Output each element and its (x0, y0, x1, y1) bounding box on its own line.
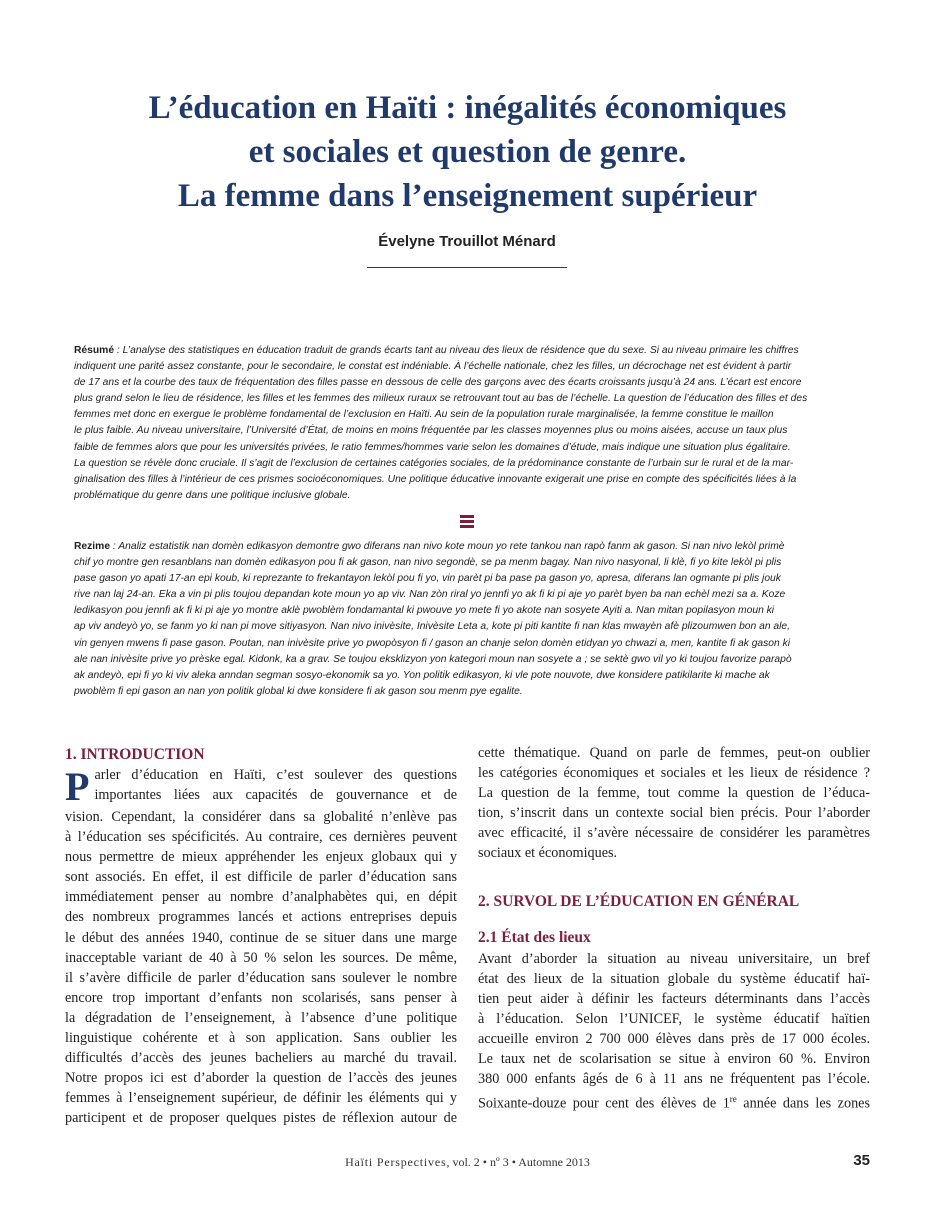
author-name: Évelyne Trouillot Ménard (378, 233, 556, 250)
body-line: des nombreux programmes lancés et actions entreprises depuis (65, 909, 457, 926)
section-heading: 1. INTRODUCTION (65, 746, 205, 763)
abstract-line: ale nan inivèsite prive yo prèske egal. Kidonk, ka a grav. Se toujou eksklizyon yon kategori moun nan sosyete a ; se sektè gwo vil yo ki toujou favorize parapò (74, 653, 792, 665)
author-divider (367, 267, 567, 268)
body-line: accueille environ 2 700 000 élèves dans près de 17 000 écoles. (478, 1030, 870, 1047)
body-line: Avant d’aborder la situation au niveau universitaire, un bref (478, 950, 870, 967)
body-line: cette thématique. Quand on parle de femmes, peut-on oublier (478, 745, 870, 761)
body-line: à l’éducation. Selon l’UNICEF, le système éducatif haïtien (478, 1010, 870, 1027)
body-line: 380 000 enfants âgés de 6 à 11 ans ne fréquentent pas l’école. (478, 1071, 870, 1088)
body-line: Soixante-douze pour cent des élèves de 1re année dans les zones (478, 1094, 870, 1112)
body-line: nous permettre de mieux appréhender les enjeux globaux qui y (65, 849, 457, 866)
title-line-2: et sociales et question de genre. (248, 134, 687, 170)
body-line: Notre propos ici est d’aborder la question de l’accès des jeunes (65, 1070, 457, 1087)
body-line: sociaux et économiques. (478, 845, 618, 862)
abstract-line: chif yo montre gen resanblans nan domèn edikasyon pou fi ak gason, nan nivo segondè, se pa menm bagay. Nan nivo nasyonal, li klè, fi yo kite lekòl pi plis (74, 557, 782, 569)
abstract-line: vin genyen mwens fi pase gason. Poutan, nan inivèsite prive yo pwopòsyon fi / gason an chanje selon domèn etidyan yo chwazi a, men, kantite fi ak gason ki (74, 637, 791, 649)
page-footer (0, 1155, 935, 1170)
abstract-line: de 17 ans et la courbe des taux de fréquentation des filles passe en dessous de celle des garçons avec des écarts croissants jusqu’à 24 ans. L’écart est encore (74, 377, 802, 389)
abstract-label: Résumé (74, 345, 115, 356)
abstract-line: plus grand selon le lieu de résidence, les filles et les femmes des milieux ruraux se retrouvant tout au bas de l’échelle. La question de l’éducation des filles et des (74, 393, 808, 405)
abstract-line: indiquent une parité assez constante, pour le secondaire, le constat est indéniable. À l’échelle nationale, chez les filles, un décrochage net est évident à partir (74, 361, 792, 373)
abstract-line: ginalisation des filles à l’intérieur de ces prismes socioéconomiques. Une politique éducative innovante exigerait une prise en compte des spécificités liées à la (74, 473, 797, 485)
abstract-french (74, 343, 862, 504)
abstract-line: pwoblèm fi epi gason an nan yon politik global ki dwe konsidere fi ak gason sou menm pye egalite. (74, 685, 523, 697)
body-line: à l’éducation ses spécificités. Au contraire, ces dernières peuvent (65, 829, 457, 846)
abstract-label: Rezime (74, 541, 111, 552)
issue-details: , vol. 2 • nº 3 • Automne 2013 (446, 1155, 590, 1169)
abstract-creole (74, 539, 862, 700)
journal-name: Haïti Perspectives (345, 1155, 447, 1169)
body-line: difficultés d’accès des jeunes bacheliers au marché du travail. (65, 1050, 457, 1067)
body-line: femmes à l’enseignement supérieur, de définir les éléments qui y (65, 1090, 457, 1107)
abstract-line: problématique du genre dans une politique inclusive globale. (74, 489, 351, 501)
drop-cap: P (65, 764, 90, 809)
body-line: linguistique cohérente et à son application. Sans oublier les (65, 1030, 457, 1047)
title-line-1: L’éducation en Haïti : inégalités économiques (148, 90, 787, 126)
page-number: 35 (853, 1152, 870, 1169)
body-line: il s’avère difficile de parler d’éducation sans soulever le nombre (65, 969, 457, 986)
title-line-3: La femme dans l’enseignement supérieur (177, 178, 758, 214)
abstract-line: pase gason yo apati 17-an epi koub, ki reprezante to frekantayon lekòl pou fi yo, vin parèt pi ba pase pa gason yo, apresa, diferans lan ogmante pi plis jouk (74, 573, 781, 585)
subsection-heading: 2.1 État des lieux (478, 928, 591, 946)
body-line: Le taux net de scolarisation se situe à environ 60 %. Environ (478, 1051, 870, 1068)
body-line: avec efficacité, il s’avère nécessaire de considérer les paramètres (478, 825, 870, 842)
body-line: état des lieux de la situation globale du système éducatif haï- (478, 970, 870, 987)
body-line: importantes liées aux capacités de gouvernance et de (94, 787, 457, 804)
body-line: encore trop important d’enfants non scolarisés, sans penser à (65, 989, 457, 1006)
body-line: vision. Cependant, la considérer dans sa globalité n’enlève pas (65, 809, 457, 825)
column-right (478, 743, 870, 1112)
body-line: le début des années 1940, continue de se situer dans une marge (65, 929, 457, 946)
body-line: arler d’éducation en Haïti, c’est soulever des questions (94, 767, 457, 783)
body-line: tion, s’inscrit dans un contexte social bien précis. Pour l’aborder (478, 805, 870, 822)
abstract-line: femmes met donc en exergue le problème fondamental de l’exclusion en Haïti. Au sein de la population rurale marginalisée, la femme constitue le maillon (74, 409, 774, 421)
body-line: immédiatement penser au nombre d’analphabètes qui, en dépit (65, 889, 457, 906)
body-line: la dégradation de l’enseignement, à l’absence d’une politique (65, 1009, 457, 1026)
column-left (65, 745, 457, 1129)
abstract-line: le plus faible. Au niveau universitaire, l’Université d’État, de moins en moins fréquentée par les classes moyennes plus ou moins aisées, accuse un taux plus (74, 425, 788, 437)
body-line: sont associés. En effet, il est difficile de parler d’éducation sans (65, 869, 457, 886)
section-heading: 2. SURVOL DE L’ÉDUCATION EN GÉNÉRAL (478, 892, 800, 910)
body-line: les catégories économiques et sociales et les lieux de résidence ? (478, 765, 870, 782)
section-separator-icon (460, 515, 474, 529)
body-line: La question de la femme, tout comme la question de l’éduca- (478, 785, 870, 802)
abstract-line: ap viv andeyò yo, se fanm yo ki nan pi move sitiyasyon. Nan nivo inivèsite, Inivèsite Leta a, kote pi piti kantite fi nan klas mwayèn afè plizoumwen bon an ale, (74, 621, 791, 633)
abstract-line: rive nan laj 24-an. Eka a vin pi plis toujou depandan kote moun yo ap viv. Nan zòn riral yo jennfi yo ak fi ki pi aje yo parèt byen ba nan echèl mezi sa a. Koze (74, 589, 786, 601)
abstract-line: La question se révèle donc cruciale. Il s’agit de l’exclusion de certaines catégories sociales, de la prédominance constante de l’urbain sur le rural et de la mar- (74, 457, 794, 469)
body-line: inacceptable variant de 40 à 50 % selon les sources. De même, (65, 949, 457, 966)
body-line: tien peut aider à définir les facteurs déterminants dans l’accès (478, 990, 870, 1007)
body-line: participent et de proposer quelques pistes de réflexion autour de (65, 1110, 457, 1127)
abstract-line: Résumé : L’analyse des statistiques en éducation traduit de grands écarts tant au niveau des lieux de résidence que du sexe. Si au niveau primaire les chiffres (74, 345, 799, 356)
abstract-line: ledikasyon pou jennfi ak fi ki pi aje yo montre aklè pwoblèm fondamantal ki pwouve yo mete fi yo akote nan sosyete Ayiti a. Nan mitan popilasyon moun ki (74, 605, 775, 617)
abstract-line: Rezime : Analiz estatistik nan domèn edikasyon demontre gwo diferans nan nivo kote moun yo rete tankou nan rapò fanm ak gason. Si nan nivo lekòl primè (74, 541, 785, 552)
abstract-line: ak andeyò, epi fi yo ki viv aleka anndan segman sosyo-ekonomik sa yo. Yon politik edikasyon, ki vle pote nouvote, dwe konsidere patikilarite ki mache ak (74, 669, 770, 681)
article-title (60, 86, 875, 218)
abstract-line: faible de femmes alors que pour les universités privées, le ratio femmes/hommes varie selon les domaines d’étude, mais indique une situation plus égalitaire. (74, 441, 791, 453)
